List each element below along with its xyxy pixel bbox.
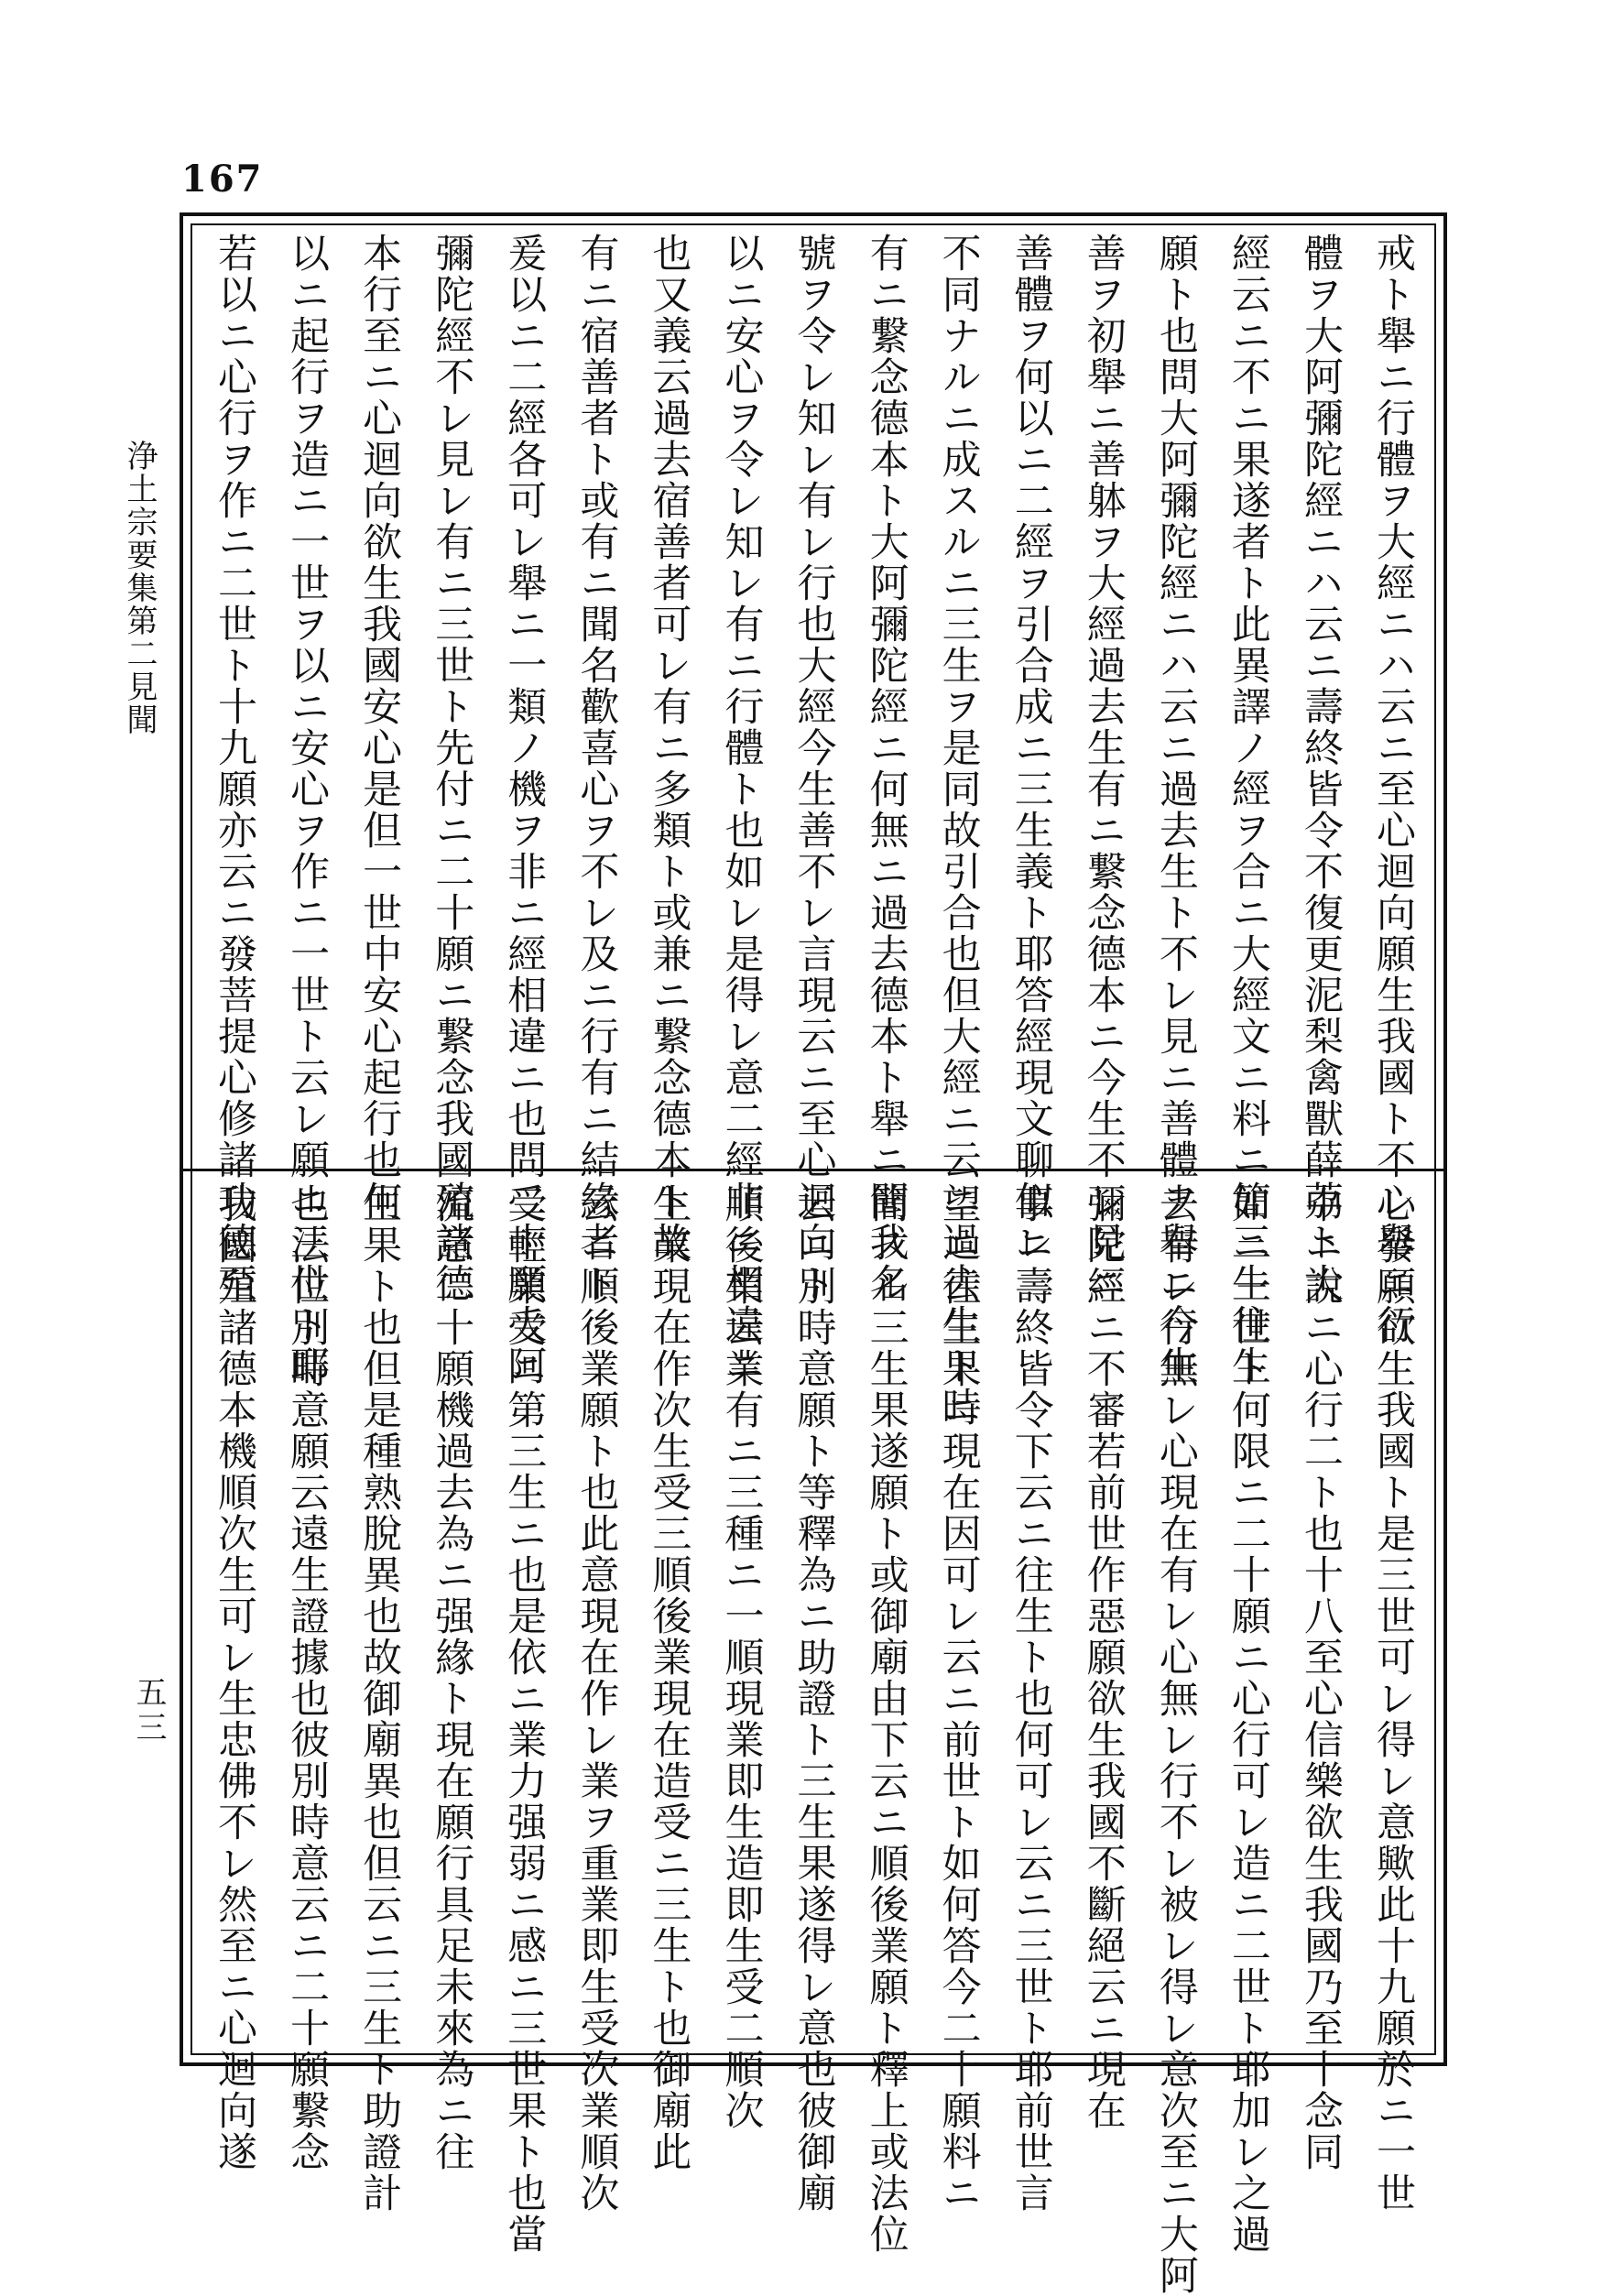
text-column: 戒ト舉ニ行體ヲ大經ニハ云ニ至心迴向願生我國ト不レ舉ニ行 [1370, 233, 1416, 1345]
margin-page-number: 五三 [130, 1676, 167, 1746]
text-column: 以ニ起行ヲ造ニ一世ヲ以ニ安心ヲ作ニ一世ト云レ願ニ三世ト耶 [284, 233, 331, 1387]
text-column: 去有レ行無レ心現在有レ心無レ行不レ被レ得レ意次至ニ大阿 [1152, 1183, 1199, 2296]
text-column: 體ヲ大阿彌陀經ニハ云ニ壽終皆令不復更泥梨禽獸薛荔ト大 [1297, 233, 1344, 1304]
text-column: 也法位別時意願云遠生證據也彼別時意云ニ二十願繋念 [284, 1183, 331, 2172]
text-column: 以ニ安心ヲ令レ知レ有ニ行體ト也如レ是得レ意二經非ニ相違ニ [718, 233, 765, 1387]
margin-title: 浄土宗要集第二見聞 [121, 440, 158, 736]
text-column: 若以ニ心行ヲ作ニ二世ト十九願亦云ニ發菩提心修諸功德至 [212, 233, 257, 1304]
page-number: 167 [181, 158, 264, 201]
text-column: 順後業云業有ニ三種ニ一順現業即生造即生受二順次 [718, 1183, 765, 2131]
text-column: 彌陀經不レ見レ有ニ三世ト先付ニ二十願ニ繋念我國殖諸德 [429, 233, 475, 1304]
text-column: 望ニ往生果ニ現在因可レ云ニ前世ト如何答今二十願料ニ [935, 1183, 982, 2214]
text-column: 生業現在作次生受三順後業現在造受ニ三生ト也御廟此 [646, 1183, 692, 2172]
text-column: 本行至ニ心迴向欲生我國安心是但一世中安心起行也何 [356, 233, 403, 1222]
text-frame [180, 212, 1447, 2296]
text-column: 善體ヲ何以ニ二經ヲ引合成ニ三生義ト耶答經現文聊似レ [1007, 233, 1054, 1263]
text-column: 也又義云過去宿善者可レ有ニ多類ト或兼ニ繋念德本ト故 [646, 233, 692, 1263]
lower-text-block [212, 1183, 1416, 2296]
text-column: 云ニ別時意願ト等釋為ニ助證ト三生果遂得レ意也彼御廟 [790, 1183, 837, 2214]
text-column: 經云ニ不ニ果遂者ト此異譯ノ經ヲ合ニ大經文ニ料ニ簡三生往生 [1225, 233, 1271, 1387]
upper-text-block [212, 233, 1416, 1428]
text-column: 云ニ順後業願ト也此意現在作レ業ヲ重業即生受次業順次 [573, 1183, 620, 2214]
text-column: 善ヲ初舉ニ善躰ヲ大經過去生有ニ繋念德本ニ今生不レ見ニ [1080, 233, 1127, 1304]
text-column: 有ニ繋念德本ト大阿彌陀經ニ何無ニ過去德本ト舉ニ聞我名 [863, 233, 909, 1304]
text-column: 事ニ壽終皆令下云ニ往生ト也何可レ云ニ三世ト耶前世言 [1007, 1183, 1054, 2214]
text-column: 有ニ宿善者ト或有ニ聞名歡喜心ヲ不レ及ニ行有ニ結緣者ト [573, 233, 620, 1304]
text-column: 中ニ說ニ心行二ト也十八至心信樂欲生我國乃至十念同 [1297, 1183, 1344, 2172]
text-column: 我國殖諸德本機順次生可レ生忠佛不レ然至ニ心迴向遂 [212, 1183, 257, 2172]
text-column: 號ヲ令レ知レ有レ行也大經今生善不レ言現云ニ至心迴向ト [790, 233, 837, 1304]
text-column: 簡スル三生果遂願ト或御廟由下云ニ順後業願ト釋上或法位 [863, 1183, 909, 2255]
text-column: 生果ト也但是種熟脫異也故御廟異也但云ニ三生ト助證計 [356, 1183, 403, 2214]
text-column: 受輕業受ニ第三生ニ也是依ニ業力强弱ニ感ニ三世果ト也當 [501, 1183, 548, 2255]
section-divider [183, 1169, 1443, 1171]
text-column: 願ト也問大阿彌陀經ニハ云ニ過去生ト不レ見ニ善體ヲ舉ニ今生 [1152, 233, 1199, 1387]
text-column: 心發願欲生我國ト是三世可レ得レ意歟此十九願於ニ一世 [1370, 1183, 1416, 2214]
text-column: 爰以ニ二經各可レ舉ニ一類ノ機ヲ非ニ經相違ニ也問二十願大阿 [501, 233, 548, 1387]
text-column: 如ニ一世ト何限ニ二十願ニ心行可レ造ニ二世ト耶加レ之過 [1225, 1183, 1271, 2255]
text-column: 彌陀經ニ不審若前世作惡願欲生我國不斷絕云ニ現在 [1080, 1183, 1127, 2131]
text-column: 流意二十願機過去為ニ强緣ト現在願行具足未來為ニ往 [429, 1183, 475, 2172]
text-column: 不同ナルニ成スルニ三生ヲ是同故引合也但大經ニ云ニ過去生ト時 [935, 233, 982, 1428]
